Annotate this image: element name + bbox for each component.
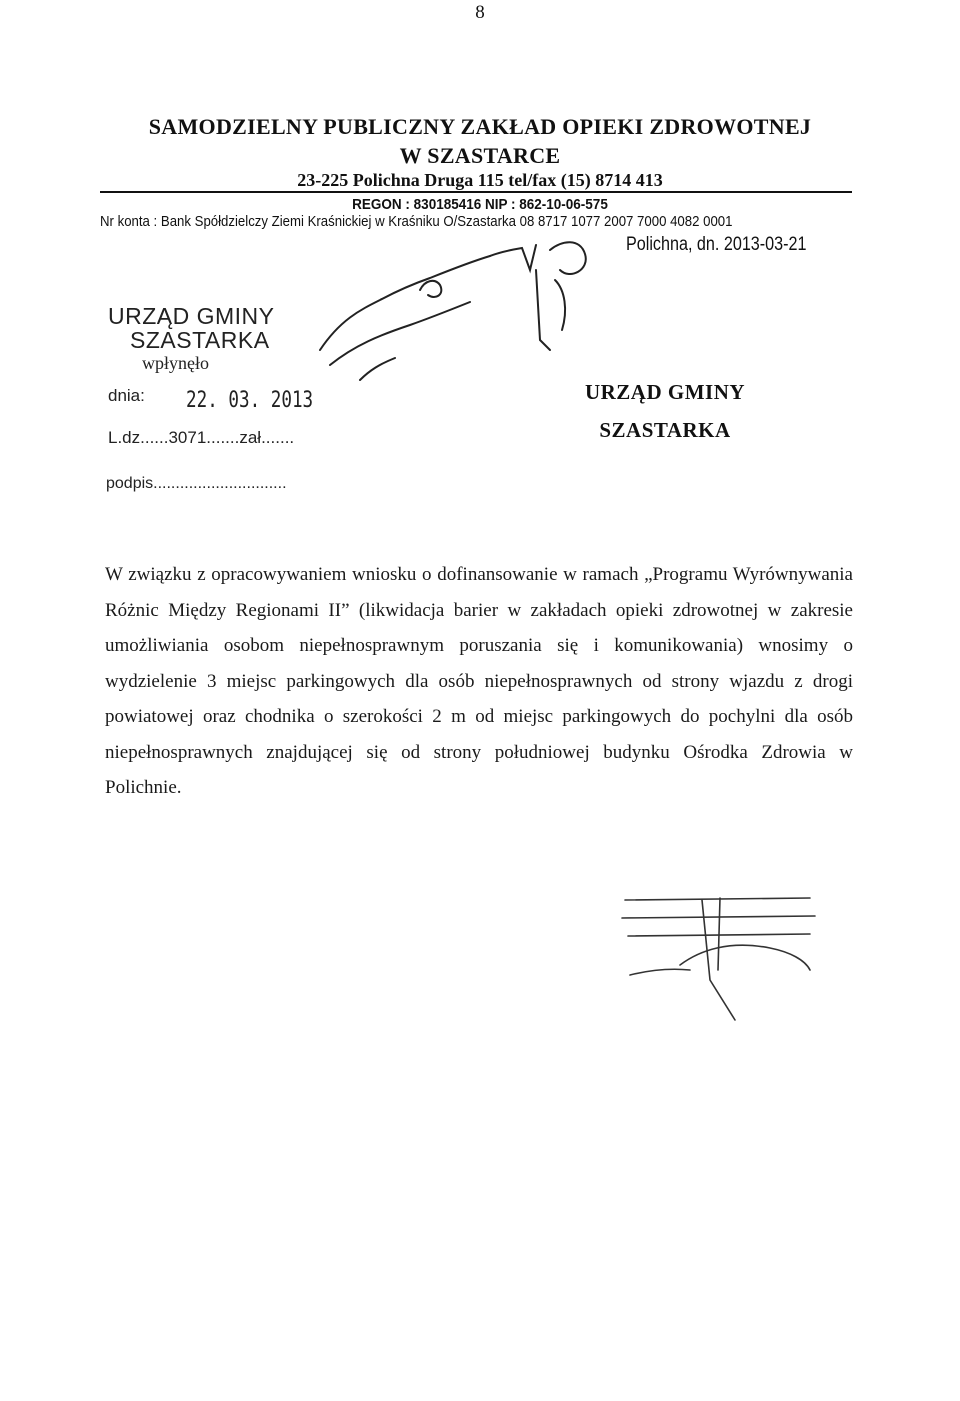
place-date: Polichna, dn. 2013-03-21	[626, 234, 807, 255]
stamp-received-label: wpłynęło	[142, 353, 209, 373]
header-divider	[100, 191, 852, 193]
stamp-signature-line: podpis..............................	[106, 475, 287, 492]
stamp-date-value: 22. 03. 2013	[186, 388, 314, 413]
institution-address: 23-225 Polichna Druga 115 tel/fax (15) 8714 413	[297, 170, 663, 190]
institution-name-line1: SAMODZIELNY PUBLICZNY ZAKŁAD OPIEKI ZDROWOTNEJ	[148, 114, 812, 139]
institution-name-line2: W SZASTARCE	[399, 143, 561, 168]
regon-nip: REGON : 830185416 NIP : 862-10-06-575	[352, 196, 608, 213]
received-stamp	[108, 303, 378, 493]
bank-account: Nr konta : Bank Spółdzielczy Ziemi Kraśnickiej w Kraśniku O/Szastarka 08 8717 1077 2007 7000 4082 0001	[100, 213, 733, 230]
recipient-line2: SZASTARKA	[599, 418, 731, 442]
stamp-office-city: SZASTARKA	[130, 327, 270, 353]
page-number: 8	[475, 2, 485, 23]
stamp-office-name: URZĄD GMINY	[108, 303, 275, 329]
recipient-line1: URZĄD GMINY	[584, 380, 746, 404]
stamp-reference-number: L.dz......3071.......zał.......	[108, 428, 295, 447]
letter-body: W związku z opracowywaniem wniosku o dofinansowanie w ramach „Programu Wyrównywania Różnic Między Regionami II” (likwidacja barier w zakładach opieki zdrowotnej w zakresie umożliwiania osobom niepełnosprawnym poruszania się i komunikowania) wnosimy o wydzielenie 3 miejsc parkingowych dla osób niepełnosprawnych od strony wjazdu z drogi powiatowej oraz chodnika o szerokości 2 m od miejsc parkingowych do pochylni dla osób niepełnosprawnych znajdującej się od strony południowej budynku Ośrodka Zdrowia w Polichnie.	[105, 564, 853, 798]
signature-icon	[570, 870, 850, 1030]
stamp-date-label: dnia:	[108, 386, 145, 405]
signature-stamp	[570, 870, 850, 1030]
